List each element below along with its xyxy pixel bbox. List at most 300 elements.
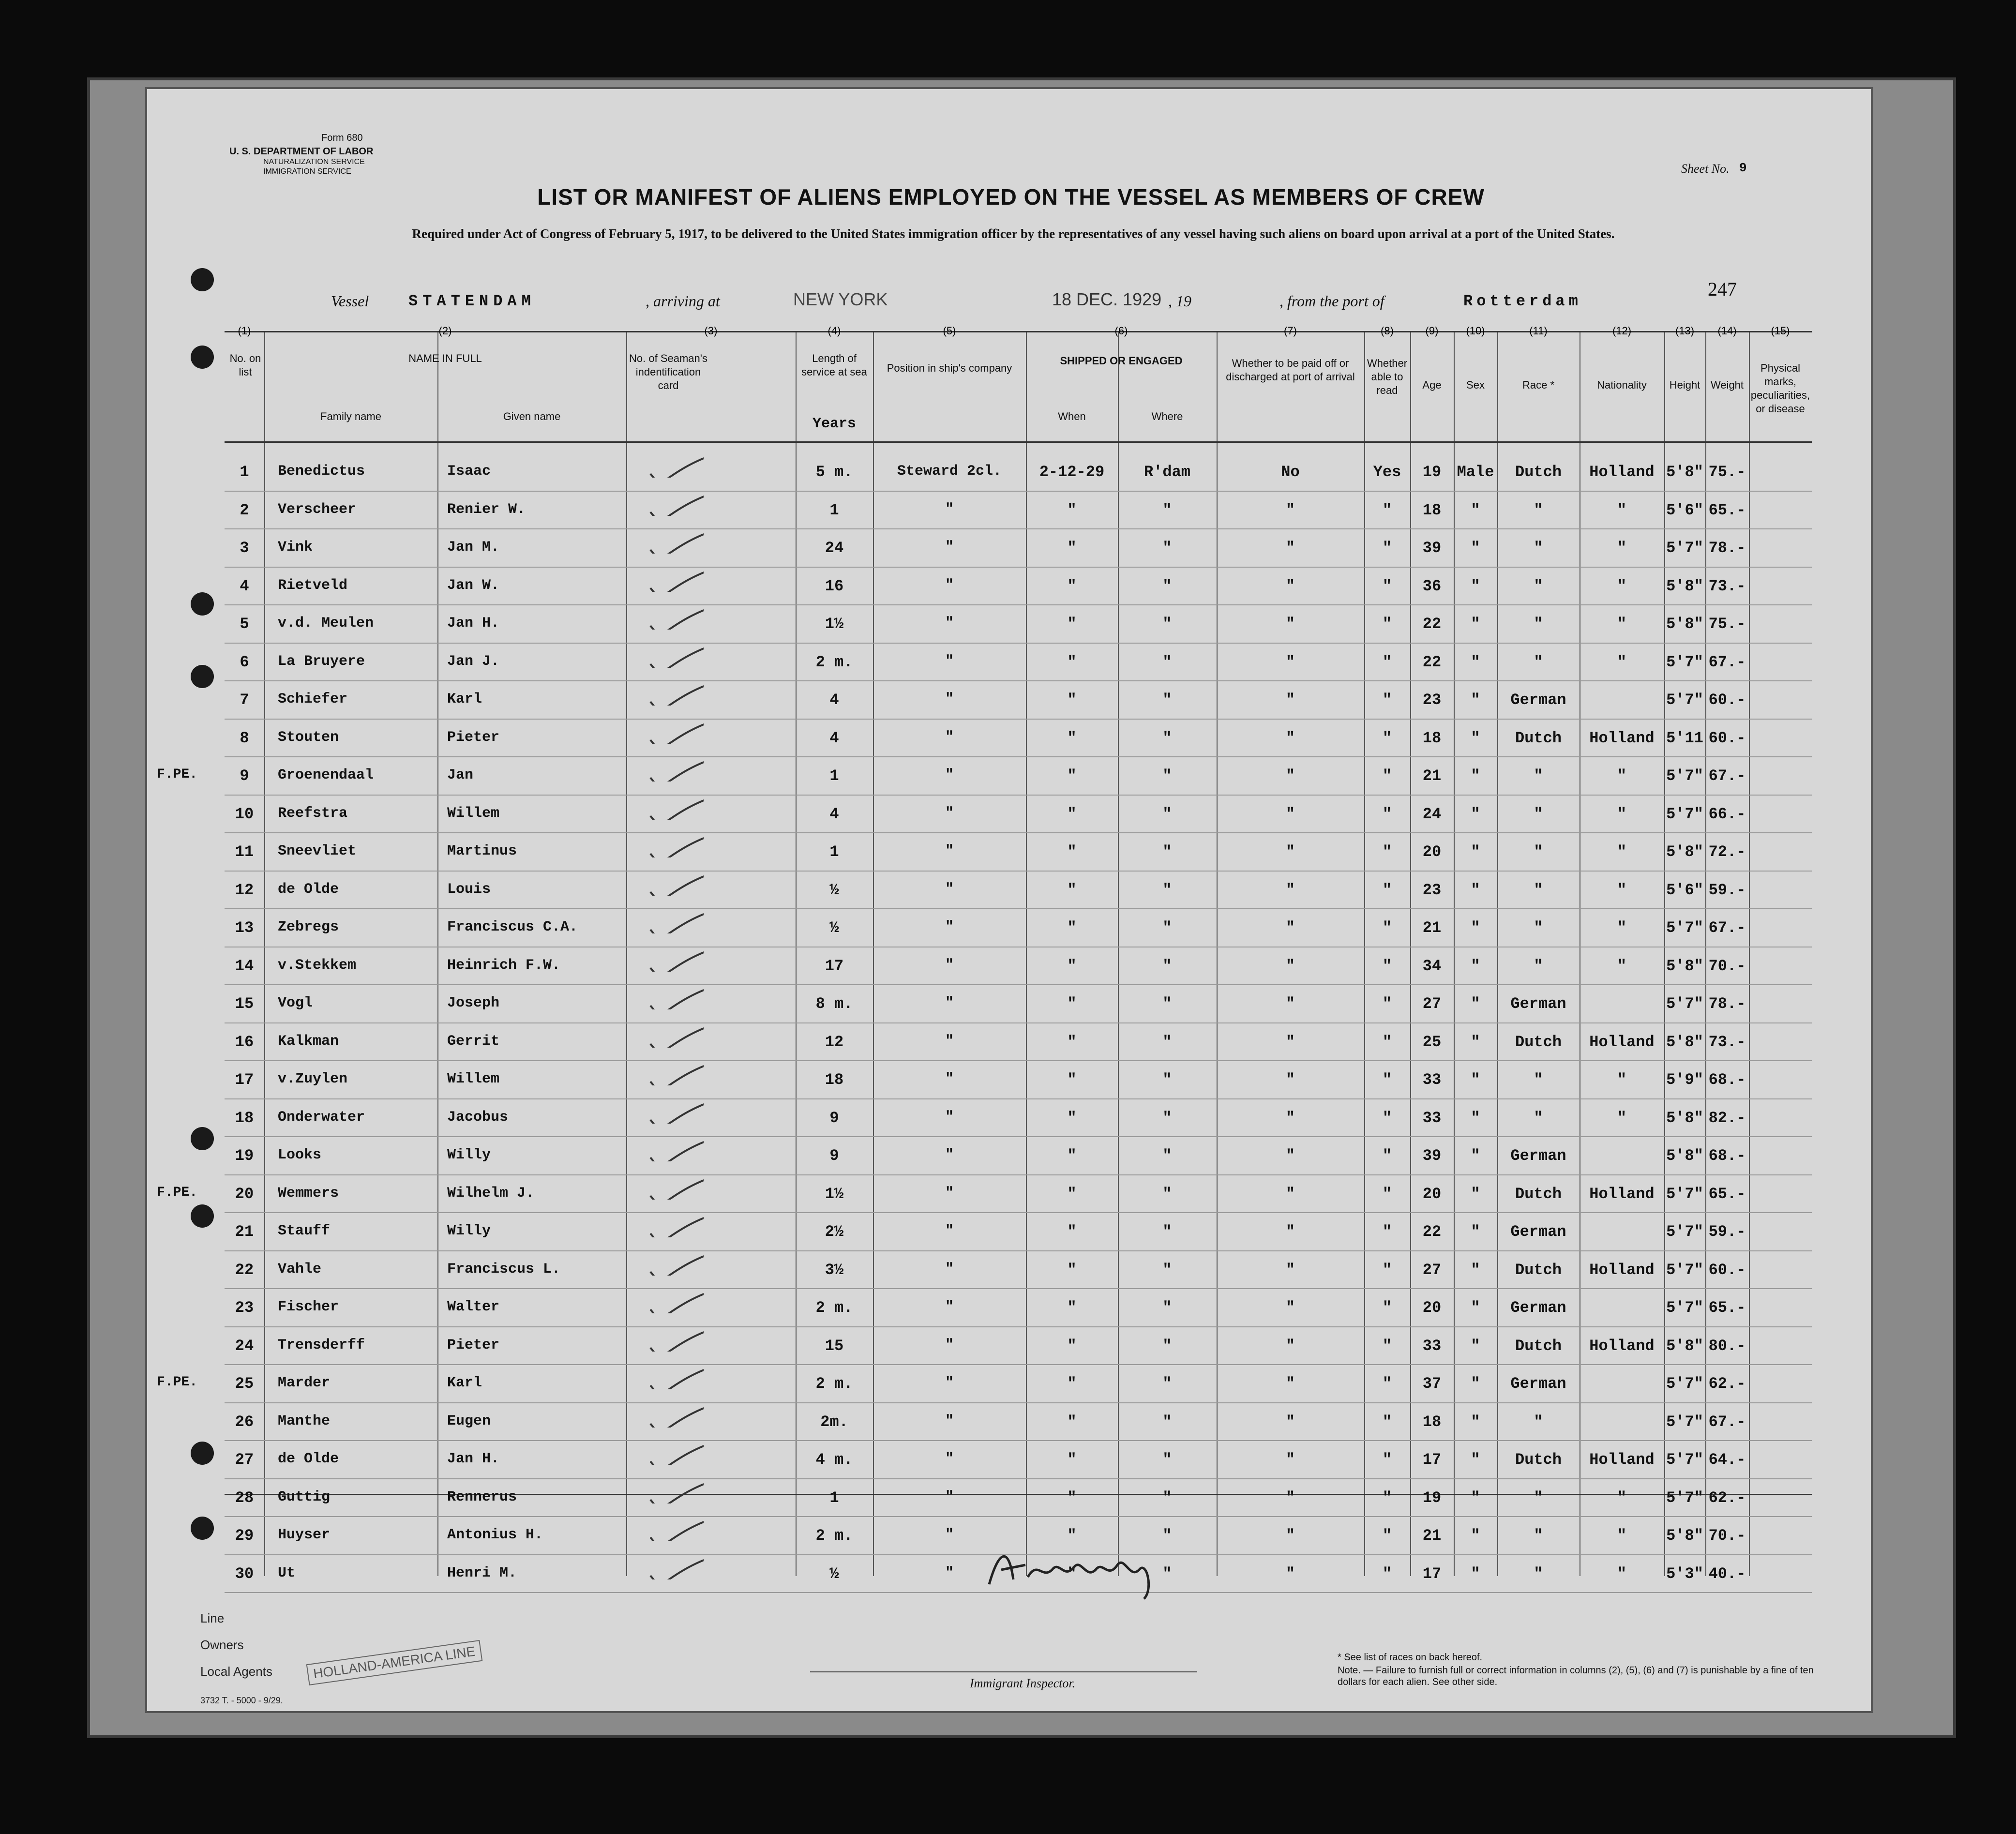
cell-age: 24	[1422, 805, 1442, 823]
check-mark-icon	[641, 1480, 704, 1503]
cell-race: "	[1534, 1109, 1543, 1127]
cell-able-to-read: "	[1382, 615, 1392, 633]
cell-nationality: Holland	[1589, 1261, 1655, 1279]
cell-age: 21	[1422, 919, 1442, 937]
cell-sex: "	[1471, 995, 1480, 1013]
cell-shipped-when: "	[1067, 995, 1077, 1013]
cell-nationality: "	[1617, 577, 1627, 595]
form-number: Form 680	[321, 133, 363, 143]
cell-family-name: La Bruyere	[278, 653, 365, 670]
cell-family-name: Verscheer	[278, 501, 357, 518]
cell-sex: "	[1471, 1109, 1480, 1127]
cell-sex: "	[1471, 1223, 1480, 1241]
cell-weight: 64.-	[1708, 1451, 1746, 1469]
check-mark-icon	[641, 530, 704, 554]
table-row	[225, 606, 1812, 645]
cell-service-length: 8 m.	[815, 995, 853, 1013]
cell-race: "	[1534, 805, 1543, 823]
cell-service-length: 1½	[825, 1185, 844, 1203]
table-row	[225, 1290, 1812, 1328]
cell-row-number: 2	[240, 501, 249, 519]
cell-weight: 73.-	[1708, 577, 1746, 595]
cell-sex: "	[1471, 1033, 1480, 1051]
table-row	[225, 948, 1812, 987]
cell-position: "	[945, 729, 954, 746]
cell-race: "	[1534, 577, 1543, 595]
punch-hole	[191, 1517, 214, 1540]
cell-weight: 68.-	[1708, 1071, 1746, 1089]
check-mark-icon	[641, 1328, 704, 1352]
table-row	[225, 721, 1812, 759]
cell-race: German	[1510, 1147, 1566, 1165]
cell-family-name: Stouten	[278, 729, 339, 746]
cell-shipped-where: "	[1162, 539, 1172, 557]
cell-service-length: 1½	[825, 615, 844, 633]
cell-weight: 70.-	[1708, 957, 1746, 975]
cell-given-name: Isaac	[447, 463, 491, 480]
cell-row-number: 6	[240, 653, 249, 671]
cell-able-to-read: "	[1382, 919, 1392, 937]
service-label: IMMIGRATION SERVICE	[263, 167, 351, 176]
year-label: , 19	[1168, 292, 1191, 310]
cell-able-to-read: "	[1382, 1488, 1392, 1507]
table-row	[225, 1328, 1812, 1367]
table-row	[225, 530, 1812, 569]
cell-race: "	[1534, 539, 1543, 557]
cell-shipped-when: 2-12-29	[1039, 463, 1105, 481]
header-family-name: Family name	[320, 410, 381, 422]
check-mark-icon	[641, 910, 704, 933]
cell-row-number: 10	[235, 805, 254, 823]
cell-given-name: Renier W.	[447, 501, 526, 518]
cell-age: 36	[1422, 577, 1442, 595]
cell-weight: 68.-	[1708, 1147, 1746, 1165]
column-number: (14)	[1717, 325, 1737, 337]
cell-nationality: Holland	[1589, 1185, 1655, 1203]
cell-nationality: Holland	[1589, 463, 1655, 481]
cell-paid-off: "	[1285, 1564, 1295, 1583]
cell-row-number: 14	[235, 957, 254, 975]
cell-family-name: Looks	[278, 1147, 322, 1163]
cell-given-name: Franciscus C.A.	[447, 919, 578, 935]
header-where: Where	[1151, 410, 1183, 422]
vessel-label: Vessel	[331, 292, 369, 310]
cell-shipped-when: "	[1067, 1564, 1077, 1583]
cell-shipped-when: "	[1067, 805, 1077, 823]
cell-able-to-read: "	[1382, 843, 1392, 861]
cell-age: 37	[1422, 1375, 1442, 1393]
cell-able-to-read: "	[1382, 1261, 1392, 1279]
cell-given-name: Jan W.	[447, 577, 500, 594]
header-no-on-list: No. on list	[229, 352, 261, 378]
cell-shipped-when: "	[1067, 501, 1077, 519]
cell-race: Dutch	[1515, 463, 1562, 481]
check-mark-icon	[641, 948, 704, 972]
header-height: Height	[1669, 379, 1700, 391]
cell-weight: 67.-	[1708, 919, 1746, 937]
check-mark-icon	[641, 1404, 704, 1428]
cell-service-length: 12	[825, 1033, 844, 1051]
cell-shipped-when: "	[1067, 1223, 1077, 1241]
cell-sex: "	[1471, 1185, 1480, 1203]
column-number: (13)	[1675, 325, 1695, 337]
department-label: U. S. DEPARTMENT OF LABOR	[229, 146, 374, 157]
cell-shipped-when: "	[1067, 1071, 1077, 1089]
cell-sex: "	[1471, 805, 1480, 823]
cell-position: "	[945, 577, 954, 594]
cell-age: 20	[1422, 1299, 1442, 1317]
service-label: NATURALIZATION SERVICE	[263, 158, 365, 166]
cell-shipped-when: "	[1067, 1261, 1077, 1279]
cell-given-name: Jan H.	[447, 1451, 500, 1467]
manifest-sheet	[145, 87, 1873, 1713]
cell-age: 21	[1422, 767, 1442, 785]
cell-position: "	[945, 767, 954, 783]
cell-shipped-where: "	[1162, 577, 1172, 595]
cell-sex: "	[1471, 615, 1480, 633]
cell-height: 5'7"	[1666, 1451, 1703, 1469]
cell-paid-off: "	[1285, 615, 1295, 633]
cell-position: "	[945, 1071, 954, 1087]
cell-able-to-read: "	[1382, 653, 1392, 671]
cell-age: 33	[1422, 1109, 1442, 1127]
cell-paid-off: "	[1285, 1375, 1295, 1393]
local-agents-label: Local Agents	[200, 1664, 272, 1679]
cell-family-name: Reefstra	[278, 805, 348, 822]
cell-height: 5'7"	[1666, 995, 1703, 1013]
cell-paid-off: "	[1285, 1488, 1295, 1507]
cell-position: "	[945, 1375, 954, 1391]
cell-nationality: "	[1617, 1527, 1627, 1545]
cell-position: "	[945, 1413, 954, 1429]
cell-row-number: 23	[235, 1299, 254, 1317]
check-mark-icon	[641, 1062, 704, 1085]
cell-height: 5'8"	[1666, 463, 1703, 481]
cell-weight: 40.-	[1708, 1564, 1746, 1583]
cell-race: German	[1510, 1375, 1566, 1393]
table-row	[225, 1024, 1812, 1063]
cell-nationality: "	[1617, 1564, 1627, 1583]
cell-row-number: 7	[240, 691, 249, 709]
cell-paid-off: "	[1285, 1109, 1295, 1127]
cell-given-name: Willem	[447, 1071, 500, 1087]
check-mark-icon	[641, 645, 704, 668]
cell-position: "	[945, 805, 954, 822]
cell-paid-off: No	[1281, 463, 1300, 481]
cell-sex: "	[1471, 843, 1480, 861]
cell-shipped-where: "	[1162, 1488, 1172, 1507]
cell-shipped-when: "	[1067, 539, 1077, 557]
cell-given-name: Eugen	[447, 1413, 491, 1429]
row-margin-mark: F.PE.	[157, 1185, 198, 1200]
cell-age: 34	[1422, 957, 1442, 975]
check-mark-icon	[641, 1518, 704, 1541]
cell-age: 22	[1422, 1223, 1442, 1241]
cell-family-name: Vogl	[278, 995, 313, 1011]
cell-able-to-read: "	[1382, 1223, 1392, 1241]
cell-shipped-when: "	[1067, 729, 1077, 747]
cell-service-length: 15	[825, 1337, 844, 1355]
inspector-signature-line	[810, 1671, 1197, 1672]
cell-shipped-when: "	[1067, 843, 1077, 861]
cell-given-name: Henri M.	[447, 1564, 517, 1581]
cell-given-name: Martinus	[447, 843, 517, 859]
cell-weight: 65.-	[1708, 501, 1746, 519]
cell-sex: "	[1471, 1261, 1480, 1279]
cell-service-length: ½	[829, 1564, 839, 1583]
cell-paid-off: "	[1285, 1223, 1295, 1241]
cell-paid-off: "	[1285, 1033, 1295, 1051]
cell-paid-off: "	[1285, 1071, 1295, 1089]
header-physical-marks: Physical marks, peculiarities, or disease	[1750, 362, 1810, 415]
cell-shipped-where: "	[1162, 1033, 1172, 1051]
cell-sex: "	[1471, 1375, 1480, 1393]
cell-shipped-when: "	[1067, 1033, 1077, 1051]
cell-shipped-where: "	[1162, 1413, 1172, 1431]
cell-able-to-read: "	[1382, 1147, 1392, 1165]
column-number: (4)	[827, 325, 841, 337]
cell-row-number: 26	[235, 1413, 254, 1431]
column-number: (8)	[1381, 325, 1394, 337]
table-row	[225, 454, 1812, 493]
cell-service-length: 9	[829, 1109, 839, 1127]
cell-given-name: Jacobus	[447, 1109, 509, 1126]
cell-sex: "	[1471, 1564, 1480, 1583]
cell-shipped-when: "	[1067, 653, 1077, 671]
cell-age: 39	[1422, 539, 1442, 557]
cell-position: "	[945, 501, 954, 518]
cell-given-name: Willy	[447, 1223, 491, 1239]
table-row	[225, 569, 1812, 607]
table-row	[225, 1214, 1812, 1252]
cell-height: 5'8"	[1666, 1147, 1703, 1165]
cell-family-name: Wemmers	[278, 1185, 339, 1202]
check-mark-icon	[641, 1442, 704, 1465]
cell-given-name: Franciscus L.	[447, 1261, 561, 1278]
cell-family-name: Kalkman	[278, 1033, 339, 1050]
cell-row-number: 15	[235, 995, 254, 1013]
cell-height: 5'3"	[1666, 1564, 1703, 1583]
table-row	[225, 1100, 1812, 1139]
cell-position: "	[945, 539, 954, 556]
row-margin-mark: F.PE.	[157, 1375, 198, 1390]
cell-service-length: 24	[825, 539, 844, 557]
cell-shipped-when: "	[1067, 767, 1077, 785]
cell-sex: "	[1471, 653, 1480, 671]
cell-able-to-read: "	[1382, 881, 1392, 899]
cell-weight: 78.-	[1708, 539, 1746, 557]
cell-age: 18	[1422, 501, 1442, 519]
cell-sex: "	[1471, 1451, 1480, 1469]
cell-nationality: Holland	[1589, 1451, 1655, 1469]
cell-row-number: 22	[235, 1261, 254, 1279]
cell-height: 5'8"	[1666, 1109, 1703, 1127]
cell-family-name: Fischer	[278, 1299, 339, 1315]
cell-weight: 65.-	[1708, 1299, 1746, 1317]
cell-weight: 67.-	[1708, 1413, 1746, 1431]
sheet-label: Sheet No.	[1681, 162, 1730, 176]
check-mark-icon	[641, 1100, 704, 1124]
cell-age: 22	[1422, 653, 1442, 671]
cell-weight: 60.-	[1708, 691, 1746, 709]
cell-shipped-where: "	[1162, 1223, 1172, 1241]
cell-nationality: "	[1617, 767, 1627, 785]
cell-height: 5'8"	[1666, 843, 1703, 861]
cell-race: Dutch	[1515, 1337, 1562, 1355]
cell-age: 23	[1422, 691, 1442, 709]
check-mark-icon	[641, 493, 704, 516]
cell-shipped-when: "	[1067, 1109, 1077, 1127]
punch-hole	[191, 665, 214, 688]
cell-paid-off: "	[1285, 653, 1295, 671]
cell-position: "	[945, 881, 954, 898]
cell-given-name: Rennerus	[447, 1488, 517, 1505]
cell-row-number: 25	[235, 1375, 254, 1393]
cell-row-number: 9	[240, 767, 249, 785]
cell-given-name: Karl	[447, 1375, 482, 1391]
cell-height: 5'7"	[1666, 767, 1703, 785]
cell-position: "	[945, 691, 954, 707]
cell-race: Dutch	[1515, 1185, 1562, 1203]
cell-weight: 78.-	[1708, 995, 1746, 1013]
cell-position: "	[945, 919, 954, 935]
cell-able-to-read: "	[1382, 1451, 1392, 1469]
cell-sex: "	[1471, 1413, 1480, 1431]
cell-able-to-read: "	[1382, 1185, 1392, 1203]
cell-able-to-read: "	[1382, 1033, 1392, 1051]
cell-able-to-read: "	[1382, 1071, 1392, 1089]
cell-sex: "	[1471, 767, 1480, 785]
cell-service-length: 2 m.	[815, 653, 853, 671]
cell-family-name: Vink	[278, 539, 313, 556]
table-row	[157, 758, 1812, 797]
cell-paid-off: "	[1285, 767, 1295, 785]
cell-height: 5'7"	[1666, 653, 1703, 671]
cell-age: 19	[1422, 463, 1442, 481]
cell-family-name: Vahle	[278, 1261, 322, 1278]
cell-position: "	[945, 995, 954, 1011]
cell-weight: 66.-	[1708, 805, 1746, 823]
table-row	[225, 1062, 1812, 1100]
cell-shipped-where: "	[1162, 729, 1172, 747]
cell-able-to-read: "	[1382, 805, 1392, 823]
cell-race: "	[1534, 1564, 1543, 1583]
page-number: 247	[1708, 278, 1737, 300]
cell-paid-off: "	[1285, 1527, 1295, 1545]
cell-paid-off: "	[1285, 1337, 1295, 1355]
cell-paid-off: "	[1285, 1147, 1295, 1165]
cell-shipped-when: "	[1067, 691, 1077, 709]
cell-nationality: "	[1617, 1109, 1627, 1127]
cell-shipped-where: "	[1162, 1147, 1172, 1165]
cell-service-length: ½	[829, 919, 839, 937]
cell-weight: 70.-	[1708, 1527, 1746, 1545]
cell-position: "	[945, 653, 954, 670]
cell-row-number: 18	[235, 1109, 254, 1127]
cell-paid-off: "	[1285, 1261, 1295, 1279]
cell-position: "	[945, 1337, 954, 1353]
cell-nationality: "	[1617, 653, 1627, 671]
cell-position: "	[945, 1223, 954, 1239]
cell-age: 21	[1422, 1527, 1442, 1545]
cell-row-number: 28	[235, 1488, 254, 1507]
cell-paid-off: "	[1285, 501, 1295, 519]
cell-race: "	[1534, 957, 1543, 975]
cell-service-length: 2 m.	[815, 1375, 853, 1393]
cell-race: "	[1534, 767, 1543, 785]
table-row	[225, 834, 1812, 872]
cell-shipped-when: "	[1067, 1488, 1077, 1507]
cell-paid-off: "	[1285, 881, 1295, 899]
cell-family-name: v.d. Meulen	[278, 615, 374, 631]
line-stamp: HOLLAND-AMERICA LINE	[306, 1640, 482, 1685]
cell-family-name: de Olde	[278, 881, 339, 898]
cell-position: "	[945, 1564, 954, 1581]
cell-race: "	[1534, 501, 1543, 519]
cell-age: 27	[1422, 995, 1442, 1013]
cell-paid-off: "	[1285, 1413, 1295, 1431]
table-row	[225, 986, 1812, 1024]
cell-sex: "	[1471, 539, 1480, 557]
cell-position: "	[945, 1147, 954, 1163]
cell-race: "	[1534, 615, 1543, 633]
column-number: (1)	[238, 325, 251, 337]
cell-height: 5'8"	[1666, 615, 1703, 633]
cell-given-name: Karl	[447, 691, 482, 707]
cell-service-length: 4	[829, 729, 839, 747]
header-years: Years	[812, 416, 856, 432]
punch-hole	[191, 1442, 214, 1465]
cell-shipped-where: R'dam	[1143, 463, 1190, 481]
cell-given-name: Willem	[447, 805, 500, 822]
cell-service-length: ½	[829, 881, 839, 899]
cell-paid-off: "	[1285, 729, 1295, 747]
cell-paid-off: "	[1285, 995, 1295, 1013]
cell-nationality: "	[1617, 843, 1627, 861]
punch-hole	[191, 346, 214, 369]
cell-weight: 60.-	[1708, 1261, 1746, 1279]
cell-paid-off: "	[1285, 1299, 1295, 1317]
cell-row-number: 29	[235, 1527, 254, 1545]
cell-age: 27	[1422, 1261, 1442, 1279]
cell-paid-off: "	[1285, 1185, 1295, 1203]
column-number: (10)	[1466, 325, 1485, 337]
check-mark-icon	[641, 1024, 704, 1048]
cell-row-number: 13	[235, 919, 254, 937]
check-mark-icon	[641, 1252, 704, 1276]
cell-family-name: Schiefer	[278, 691, 348, 707]
cell-service-length: 1	[829, 501, 839, 519]
cell-shipped-when: "	[1067, 1147, 1077, 1165]
cell-race: "	[1534, 881, 1543, 899]
cell-shipped-where: "	[1162, 1109, 1172, 1127]
cell-given-name: Walter	[447, 1299, 500, 1315]
cell-given-name: Jan J.	[447, 653, 500, 670]
cell-given-name: Jan M.	[447, 539, 500, 556]
cell-able-to-read: "	[1382, 1527, 1392, 1545]
cell-weight: 59.-	[1708, 881, 1746, 899]
table-row	[225, 645, 1812, 683]
cell-nationality: "	[1617, 805, 1627, 823]
cell-position: "	[945, 1451, 954, 1467]
cell-shipped-where: "	[1162, 1299, 1172, 1317]
cell-sex: "	[1471, 919, 1480, 937]
check-mark-icon	[641, 1138, 704, 1161]
cell-weight: 62.-	[1708, 1488, 1746, 1507]
check-mark-icon	[641, 1176, 704, 1200]
cell-service-length: 1	[829, 1488, 839, 1507]
cell-row-number: 20	[235, 1185, 254, 1203]
